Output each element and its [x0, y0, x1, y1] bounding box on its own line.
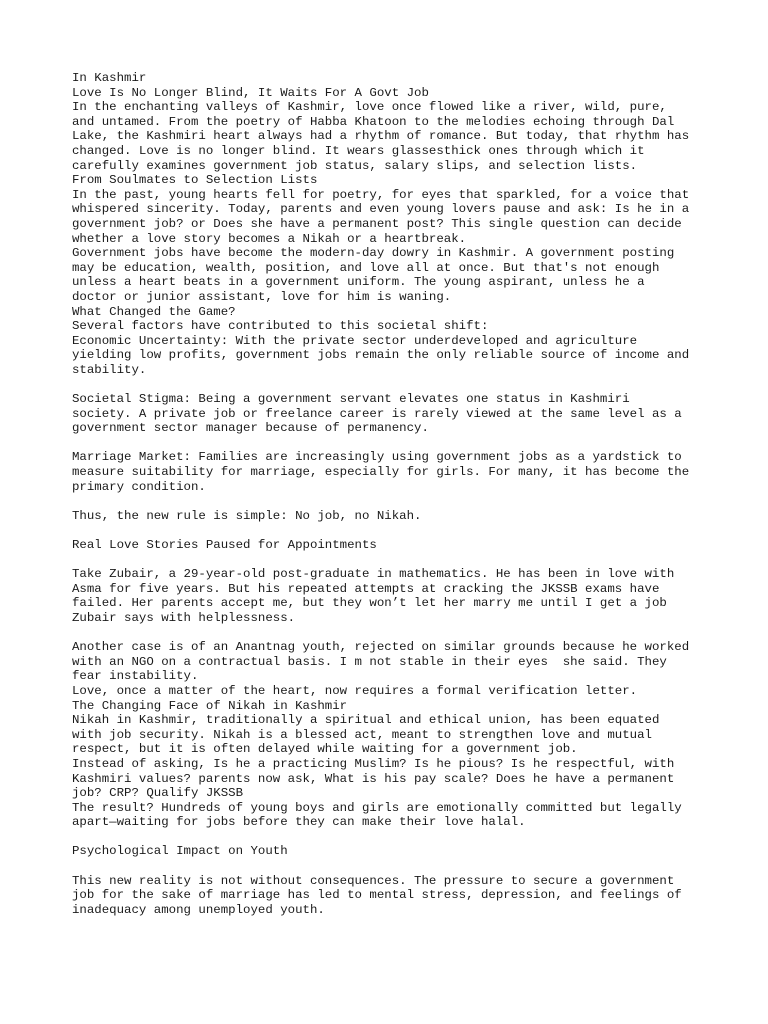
- blank-line: [72, 859, 712, 874]
- text-line: unless a heart beats in a government uniform. The young aspirant, unless he a: [72, 275, 645, 290]
- text-line: Economic Uncertainty: With the private sector underdeveloped and agriculture: [72, 333, 638, 348]
- text-line: doctor or junior assistant, love for him is waning.: [72, 289, 452, 304]
- text-line: Government jobs have become the modern-day dowry in Kashmir. A government posting: [72, 246, 675, 261]
- text-line: This new reality is not without consequences. The pressure to secure a government: [72, 873, 675, 888]
- text-line: and untamed. From the poetry of Habba Khatoon to the melodies echoing through Dal: [72, 114, 675, 129]
- text-line: apart—waiting for jobs before they can make their love halal.: [72, 815, 526, 830]
- blank-line: [72, 494, 712, 509]
- text-line: Lake, the Kashmiri heart always had a rhythm of romance. But today, that rhythm has: [72, 129, 690, 144]
- section-label: In Kashmir: [72, 71, 147, 85]
- text-line: whispered sincerity. Today, parents and even young lovers pause and ask: Is he in a: [72, 202, 690, 217]
- text-line: society. A private job or freelance career is rarely viewed at the same level as a: [72, 406, 682, 421]
- section-heading: What Changed the Game?: [72, 304, 236, 319]
- text-line: Several factors have contributed to this societal shift:: [72, 319, 489, 334]
- text-line: In the enchanting valleys of Kashmir, love once flowed like a river, wild, pure,: [72, 100, 667, 115]
- text-line: failed. Her parents accept me, but they won’t let her marry me until I get a job: [72, 596, 667, 611]
- text-line: In the past, young hearts fell for poetry, for eyes that sparkled, for a voice that: [72, 187, 690, 202]
- blank-line: [72, 830, 712, 845]
- blank-line: [72, 553, 712, 568]
- article-title: Love Is No Longer Blind, It Waits For A Govt Job: [72, 85, 429, 100]
- text-line: Zubair says with helplessness.: [72, 610, 296, 625]
- text-line: primary condition.: [72, 479, 206, 494]
- text-line: changed. Love is no longer blind. It wears glassesthick ones through which it: [72, 143, 645, 158]
- section-heading: The Changing Face of Nikah in Kashmir: [72, 698, 348, 713]
- text-line: government sector manager because of permanency.: [72, 421, 429, 436]
- blank-line: [72, 377, 712, 392]
- text-line: job? CRP? Qualify JKSSB: [72, 786, 244, 801]
- text-line: whether a love story becomes a Nikah or a heartbreak.: [72, 231, 467, 246]
- text-line: Thus, the new rule is simple: No job, no Nikah.: [72, 508, 422, 523]
- text-line: Kashmiri values? parents now ask, What is his pay scale? Does he have a permanent: [72, 771, 675, 786]
- document-body: [72, 71, 712, 917]
- section-heading: From Soulmates to Selection Lists: [72, 173, 318, 188]
- text-line: Love, once a matter of the heart, now requires a formal verification letter.: [72, 683, 638, 698]
- blank-line: [72, 436, 712, 451]
- text-line: with job security. Nikah is a blessed act, meant to strengthen love and mutual: [72, 727, 652, 742]
- text-line: job for the sake of marriage has led to mental stress, depression, and feelings of: [72, 888, 682, 903]
- section-heading: Psychological Impact on Youth: [72, 844, 288, 859]
- section-heading: Real Love Stories Paused for Appointments: [72, 538, 377, 552]
- blank-line: [72, 523, 712, 538]
- text-line: respect, but it is often delayed while waiting for a government job.: [72, 742, 578, 757]
- text-line: fear instability.: [72, 669, 199, 684]
- text-line: measure suitability for marriage, especially for girls. For many, it has become the: [72, 465, 690, 480]
- text-line: Nikah in Kashmir, traditionally a spiritual and ethical union, has been equated: [72, 713, 660, 728]
- text-line: The result? Hundreds of young boys and girls are emotionally committed but legally: [72, 800, 682, 815]
- blank-line: [72, 626, 712, 641]
- text-line: Societal Stigma: Being a government servant elevates one status in Kashmiri: [72, 392, 630, 407]
- text-line: Asma for five years. But his repeated attempts at cracking the JKSSB exams have: [72, 581, 660, 596]
- text-line: stability.: [72, 362, 147, 377]
- text-line: government job? or Does she have a permanent post? This single question can decide: [72, 216, 682, 231]
- text-line: Another case is of an Anantnag youth, rejected on similar grounds because he worked: [72, 640, 690, 655]
- text-line: Instead of asking, Is he a practicing Muslim? Is he pious? Is he respectful, with: [72, 756, 675, 771]
- text-line: yielding low profits, government jobs remain the only reliable source of income and: [72, 348, 690, 363]
- text-line: carefully examines government job status, salary slips, and selection lists.: [72, 158, 638, 173]
- text-line: may be education, wealth, position, and love all at once. But that's not enough: [72, 260, 660, 275]
- text-line: with an NGO on a contractual basis. I m not stable in their eyes she said. They: [72, 654, 667, 669]
- text-line: Marriage Market: Families are increasingly using government jobs as a yardstick to: [72, 450, 682, 465]
- text-line: inadequacy among unemployed youth.: [72, 902, 325, 917]
- text-line: Take Zubair, a 29-year-old post-graduate in mathematics. He has been in love with: [72, 567, 675, 582]
